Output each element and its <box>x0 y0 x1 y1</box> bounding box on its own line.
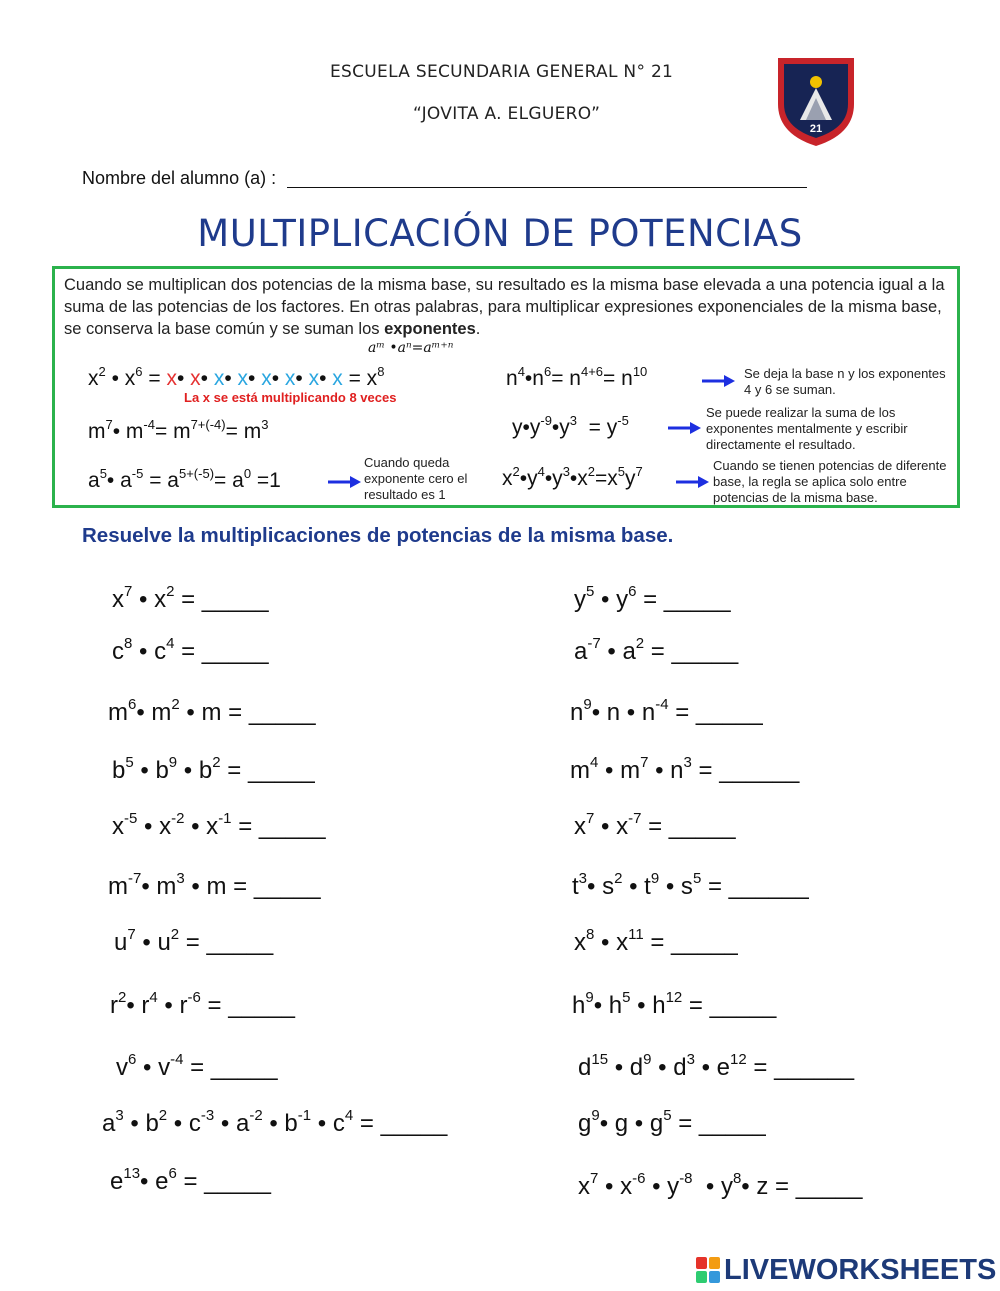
example-5-note: Se puede realizar la suma de los exponentes mentalmente y escribir directamente el resultado. <box>706 405 908 452</box>
page-title: MULTIPLICACIÓN DE POTENCIAS <box>197 212 803 255</box>
example-2: $m^7•$ $m^{-4}= m^{7+(-4)}= m^3$ <box>88 417 269 443</box>
school-name: “JOVITA A. ELGUERO” <box>413 104 601 124</box>
problem-19: $h^9•$ $h^5$ • $h^{12}$ = _____ <box>572 989 777 1019</box>
problem-7: $u^7$ • $u^2$ = _____ <box>114 926 274 956</box>
problem-11: $e^{13}•$ $e^6$ = _____ <box>110 1165 271 1195</box>
answer-blank[interactable]: _____ <box>201 638 269 665</box>
answer-blank[interactable]: _____ <box>671 929 738 956</box>
answer-blank[interactable]: _____ <box>253 873 321 900</box>
intro-end: . <box>475 320 481 338</box>
problem-10: $a^3$ • $b^2$ • $c^{-3}$ • $a^{-2}$ • $b^{-1}$ • $c^4$ = _____ <box>102 1107 448 1137</box>
example-4-note: Se deja la base n y los exponentes 4 y 6 se suman. <box>744 366 946 397</box>
answer-blank[interactable]: _____ <box>795 1173 863 1200</box>
problem-9: $v^6$ • $v^{-4}$ = _____ <box>116 1051 278 1081</box>
example-6-note: Cuando se tienen potencias de diferente base, la regla se aplica solo entre potencias de la misma base. <box>713 458 947 505</box>
answer-blank[interactable]: _____ <box>201 586 269 613</box>
example-5: $y•y^{-9}•y^3 = y^{-5}$ <box>512 413 629 439</box>
problem-18: $x^8$ • $x^{11}$ = _____ <box>574 926 738 956</box>
answer-blank[interactable]: _____ <box>206 929 274 956</box>
answer-blank[interactable]: _____ <box>248 699 316 726</box>
liveworksheets-logo <box>696 1255 996 1285</box>
student-name-row <box>82 168 807 189</box>
arrow-right-icon <box>328 474 362 490</box>
answer-blank[interactable]: _____ <box>668 813 736 840</box>
arrow-right-icon <box>668 420 702 436</box>
problem-17: $t^3•$ $s^2$ • $t^9$ • $s^5$ = ______ <box>572 870 809 900</box>
answer-blank[interactable]: _____ <box>380 1110 448 1137</box>
problem-22: $x^7$ • $x^{-6}$ • $y^{-8}$ • $y^8•$ z = _____ <box>578 1170 863 1200</box>
example-3: $a^5•$ $a^{-5} = a^{5+(-5)}= a^0 =1$ <box>88 466 281 492</box>
example-4: $n^4•n^6= n^{4+6}= n^{10}$ <box>506 364 648 390</box>
problem-16: $x^7$ • $x^{-7}$ = _____ <box>574 810 736 840</box>
problem-15: $m^4$ • $m^7$ • $n^3$ = ______ <box>570 754 800 784</box>
answer-blank[interactable]: _____ <box>247 757 315 784</box>
example-1: $x^2$ • $x^6$ = x• x• x• x• x• x• x• $x = x^8$ <box>88 364 385 390</box>
problem-12: $y^5$ • $y^6$ = _____ <box>574 583 731 613</box>
problem-20: $d^{15}$ • $d^9$ • $d^3$ • $e^{12}$ = ______ <box>578 1051 855 1081</box>
problem-21: $g^9•$ g • $g^5$ = _____ <box>578 1107 766 1137</box>
intro-bold-word: exponentes <box>384 320 476 338</box>
intro-text <box>64 274 952 340</box>
problem-14: $n^9•$ n • $n^{-4}$ = _____ <box>570 696 763 726</box>
problem-1: $x^7$ • $x^2$ = _____ <box>112 583 269 613</box>
answer-blank[interactable]: _____ <box>709 992 777 1019</box>
problem-5: $x^{-5}$ • $x^{-2}$ • $x^{-1}$ = _____ <box>112 810 326 840</box>
answer-blank[interactable]: ______ <box>728 873 809 900</box>
brand-name: LIVEWORKSHEETS <box>724 1254 997 1286</box>
school-heading: ESCUELA SECUNDARIA GENERAL N° 21 <box>330 62 674 82</box>
answer-blank[interactable]: _____ <box>698 1110 766 1137</box>
problem-8: $r^2•$ $r^4$ • $r^{-6}$ = _____ <box>110 989 295 1019</box>
instruction-heading: Resuelve la multiplicaciones de potencias de la misma base. <box>82 524 674 547</box>
problem-13: $a^{-7}$ • $a^2$ = _____ <box>574 635 739 665</box>
arrow-right-icon <box>702 373 736 389</box>
answer-blank[interactable]: _____ <box>228 992 295 1019</box>
student-name-label: Nombre del alumno (a) : <box>82 168 277 188</box>
answer-blank[interactable]: _____ <box>258 813 326 840</box>
example-6: $x^2•y^4•y^3•x^2=x^5y^7$ <box>502 464 643 490</box>
liveworksheets-icon <box>696 1257 720 1283</box>
example-3-note: Cuando queda exponente cero el resultado es 1 <box>364 455 468 502</box>
problem-6: $m^{-7}•$ $m^3$ • m = _____ <box>108 870 321 900</box>
answer-blank[interactable]: _____ <box>695 699 763 726</box>
school-crest-logo <box>772 52 860 148</box>
crest-number: 21 <box>809 123 823 135</box>
problem-3: $m^6•$ $m^2$ • m = _____ <box>108 696 316 726</box>
example-1-note: La x se está multiplicando 8 veces <box>184 390 397 405</box>
answer-blank[interactable]: ______ <box>719 757 800 784</box>
problem-4: $b^5$ • $b^9$ • $b^2$ = _____ <box>112 754 315 784</box>
problem-2: $c^8$ • $c^4$ = _____ <box>112 635 269 665</box>
answer-blank[interactable]: ______ <box>774 1054 855 1081</box>
rule-formula: aᵐ •aⁿ=aᵐ⁺ⁿ <box>368 340 454 356</box>
answer-blank[interactable]: _____ <box>663 586 731 613</box>
answer-blank[interactable]: _____ <box>210 1054 278 1081</box>
student-name-field[interactable] <box>287 169 807 188</box>
answer-blank[interactable]: _____ <box>204 1168 271 1195</box>
answer-blank[interactable]: _____ <box>671 638 739 665</box>
arrow-right-icon <box>676 474 710 490</box>
intro-paragraph: Cuando se multiplican dos potencias de la misma base, su resultado es la misma base elevada a una potencia igual a la suma de las potencias de los factores. En otras palabras, para multiplicar expresiones exponenciales de la misma base, se conserva la base común y se suman los <box>64 276 945 338</box>
